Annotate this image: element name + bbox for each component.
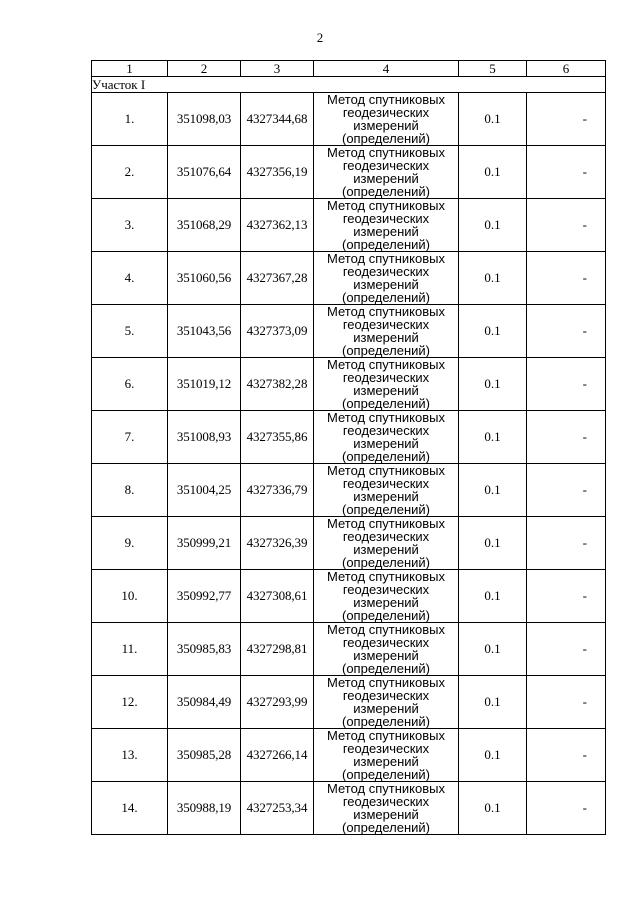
accuracy-cell: 0.1 [459, 146, 527, 199]
description-cell: - [527, 305, 606, 358]
header-cell-3: 3 [241, 61, 314, 77]
description-cell: - [527, 252, 606, 305]
x-coordinate-cell: 351060,56 [168, 252, 241, 305]
table-row [92, 146, 606, 199]
y-coordinate-cell: 4327336,79 [241, 464, 314, 517]
description-cell: - [527, 199, 606, 252]
table-row [92, 411, 606, 464]
method-cell: Метод спутниковых геодезических измерений (определений) [314, 623, 459, 676]
header-cell-5: 5 [459, 61, 527, 77]
point-number-cell: 13. [92, 729, 168, 782]
point-number-cell: 9. [92, 517, 168, 570]
table-row [92, 570, 606, 623]
accuracy-cell: 0.1 [459, 305, 527, 358]
y-coordinate-cell: 4327326,39 [241, 517, 314, 570]
accuracy-cell: 0.1 [459, 358, 527, 411]
point-number-cell: 2. [92, 146, 168, 199]
x-coordinate-cell: 350984,49 [168, 676, 241, 729]
y-coordinate-cell: 4327355,86 [241, 411, 314, 464]
method-cell: Метод спутниковых геодезических измерений (определений) [314, 782, 459, 835]
accuracy-cell: 0.1 [459, 517, 527, 570]
table-row [92, 517, 606, 570]
description-cell: - [527, 676, 606, 729]
header-cell-4: 4 [314, 61, 459, 77]
x-coordinate-cell: 350988,19 [168, 782, 241, 835]
y-coordinate-cell: 4327253,34 [241, 782, 314, 835]
y-coordinate-cell: 4327266,14 [241, 729, 314, 782]
table-row [92, 305, 606, 358]
x-coordinate-cell: 351004,25 [168, 464, 241, 517]
accuracy-cell: 0.1 [459, 623, 527, 676]
header-cell-6: 6 [527, 61, 606, 77]
x-coordinate-cell: 350992,77 [168, 570, 241, 623]
method-cell: Метод спутниковых геодезических измерений (определений) [314, 729, 459, 782]
x-coordinate-cell: 351098,03 [168, 93, 241, 146]
table-row [92, 464, 606, 517]
point-number-cell: 10. [92, 570, 168, 623]
section-title: Участок I [92, 77, 606, 93]
table-row [92, 199, 606, 252]
method-cell: Метод спутниковых геодезических измерений (определений) [314, 146, 459, 199]
description-cell: - [527, 517, 606, 570]
section-row [92, 77, 606, 93]
x-coordinate-cell: 351076,64 [168, 146, 241, 199]
accuracy-cell: 0.1 [459, 199, 527, 252]
x-coordinate-cell: 350985,28 [168, 729, 241, 782]
method-cell: Метод спутниковых геодезических измерений (определений) [314, 93, 459, 146]
point-number-cell: 11. [92, 623, 168, 676]
description-cell: - [527, 464, 606, 517]
x-coordinate-cell: 350999,21 [168, 517, 241, 570]
method-cell: Метод спутниковых геодезических измерений (определений) [314, 464, 459, 517]
x-coordinate-cell: 350985,83 [168, 623, 241, 676]
point-number-cell: 14. [92, 782, 168, 835]
accuracy-cell: 0.1 [459, 411, 527, 464]
description-cell: - [527, 782, 606, 835]
table-row [92, 93, 606, 146]
page-number: 2 [316, 30, 324, 45]
accuracy-cell: 0.1 [459, 676, 527, 729]
y-coordinate-cell: 4327373,09 [241, 305, 314, 358]
method-cell: Метод спутниковых геодезических измерений (определений) [314, 517, 459, 570]
method-cell: Метод спутниковых геодезических измерений (определений) [314, 358, 459, 411]
y-coordinate-cell: 4327362,13 [241, 199, 314, 252]
description-cell: - [527, 411, 606, 464]
method-cell: Метод спутниковых геодезических измерений (определений) [314, 570, 459, 623]
description-cell: - [527, 93, 606, 146]
y-coordinate-cell: 4327382,28 [241, 358, 314, 411]
description-cell: - [527, 358, 606, 411]
table-row [92, 676, 606, 729]
accuracy-cell: 0.1 [459, 252, 527, 305]
y-coordinate-cell: 4327308,61 [241, 570, 314, 623]
description-cell: - [527, 729, 606, 782]
description-cell: - [527, 570, 606, 623]
table-row [92, 358, 606, 411]
table-row [92, 729, 606, 782]
point-number-cell: 4. [92, 252, 168, 305]
y-coordinate-cell: 4327298,81 [241, 623, 314, 676]
point-number-cell: 8. [92, 464, 168, 517]
method-cell: Метод спутниковых геодезических измерений (определений) [314, 411, 459, 464]
method-cell: Метод спутниковых геодезических измерений (определений) [314, 305, 459, 358]
table-row [92, 782, 606, 835]
point-number-cell: 12. [92, 676, 168, 729]
coordinates-table [91, 60, 606, 835]
accuracy-cell: 0.1 [459, 782, 527, 835]
description-cell: - [527, 146, 606, 199]
point-number-cell: 7. [92, 411, 168, 464]
accuracy-cell: 0.1 [459, 570, 527, 623]
y-coordinate-cell: 4327367,28 [241, 252, 314, 305]
header-cell-1: 1 [92, 61, 168, 77]
point-number-cell: 3. [92, 199, 168, 252]
point-number-cell: 1. [92, 93, 168, 146]
point-number-cell: 6. [92, 358, 168, 411]
header-row [92, 61, 606, 77]
header-cell-2: 2 [168, 61, 241, 77]
accuracy-cell: 0.1 [459, 729, 527, 782]
table-row [92, 252, 606, 305]
x-coordinate-cell: 351019,12 [168, 358, 241, 411]
table-row [92, 623, 606, 676]
accuracy-cell: 0.1 [459, 464, 527, 517]
x-coordinate-cell: 351068,29 [168, 199, 241, 252]
y-coordinate-cell: 4327356,19 [241, 146, 314, 199]
y-coordinate-cell: 4327344,68 [241, 93, 314, 146]
x-coordinate-cell: 351008,93 [168, 411, 241, 464]
method-cell: Метод спутниковых геодезических измерений (определений) [314, 676, 459, 729]
x-coordinate-cell: 351043,56 [168, 305, 241, 358]
point-number-cell: 5. [92, 305, 168, 358]
accuracy-cell: 0.1 [459, 93, 527, 146]
method-cell: Метод спутниковых геодезических измерений (определений) [314, 199, 459, 252]
y-coordinate-cell: 4327293,99 [241, 676, 314, 729]
description-cell: - [527, 623, 606, 676]
method-cell: Метод спутниковых геодезических измерений (определений) [314, 252, 459, 305]
